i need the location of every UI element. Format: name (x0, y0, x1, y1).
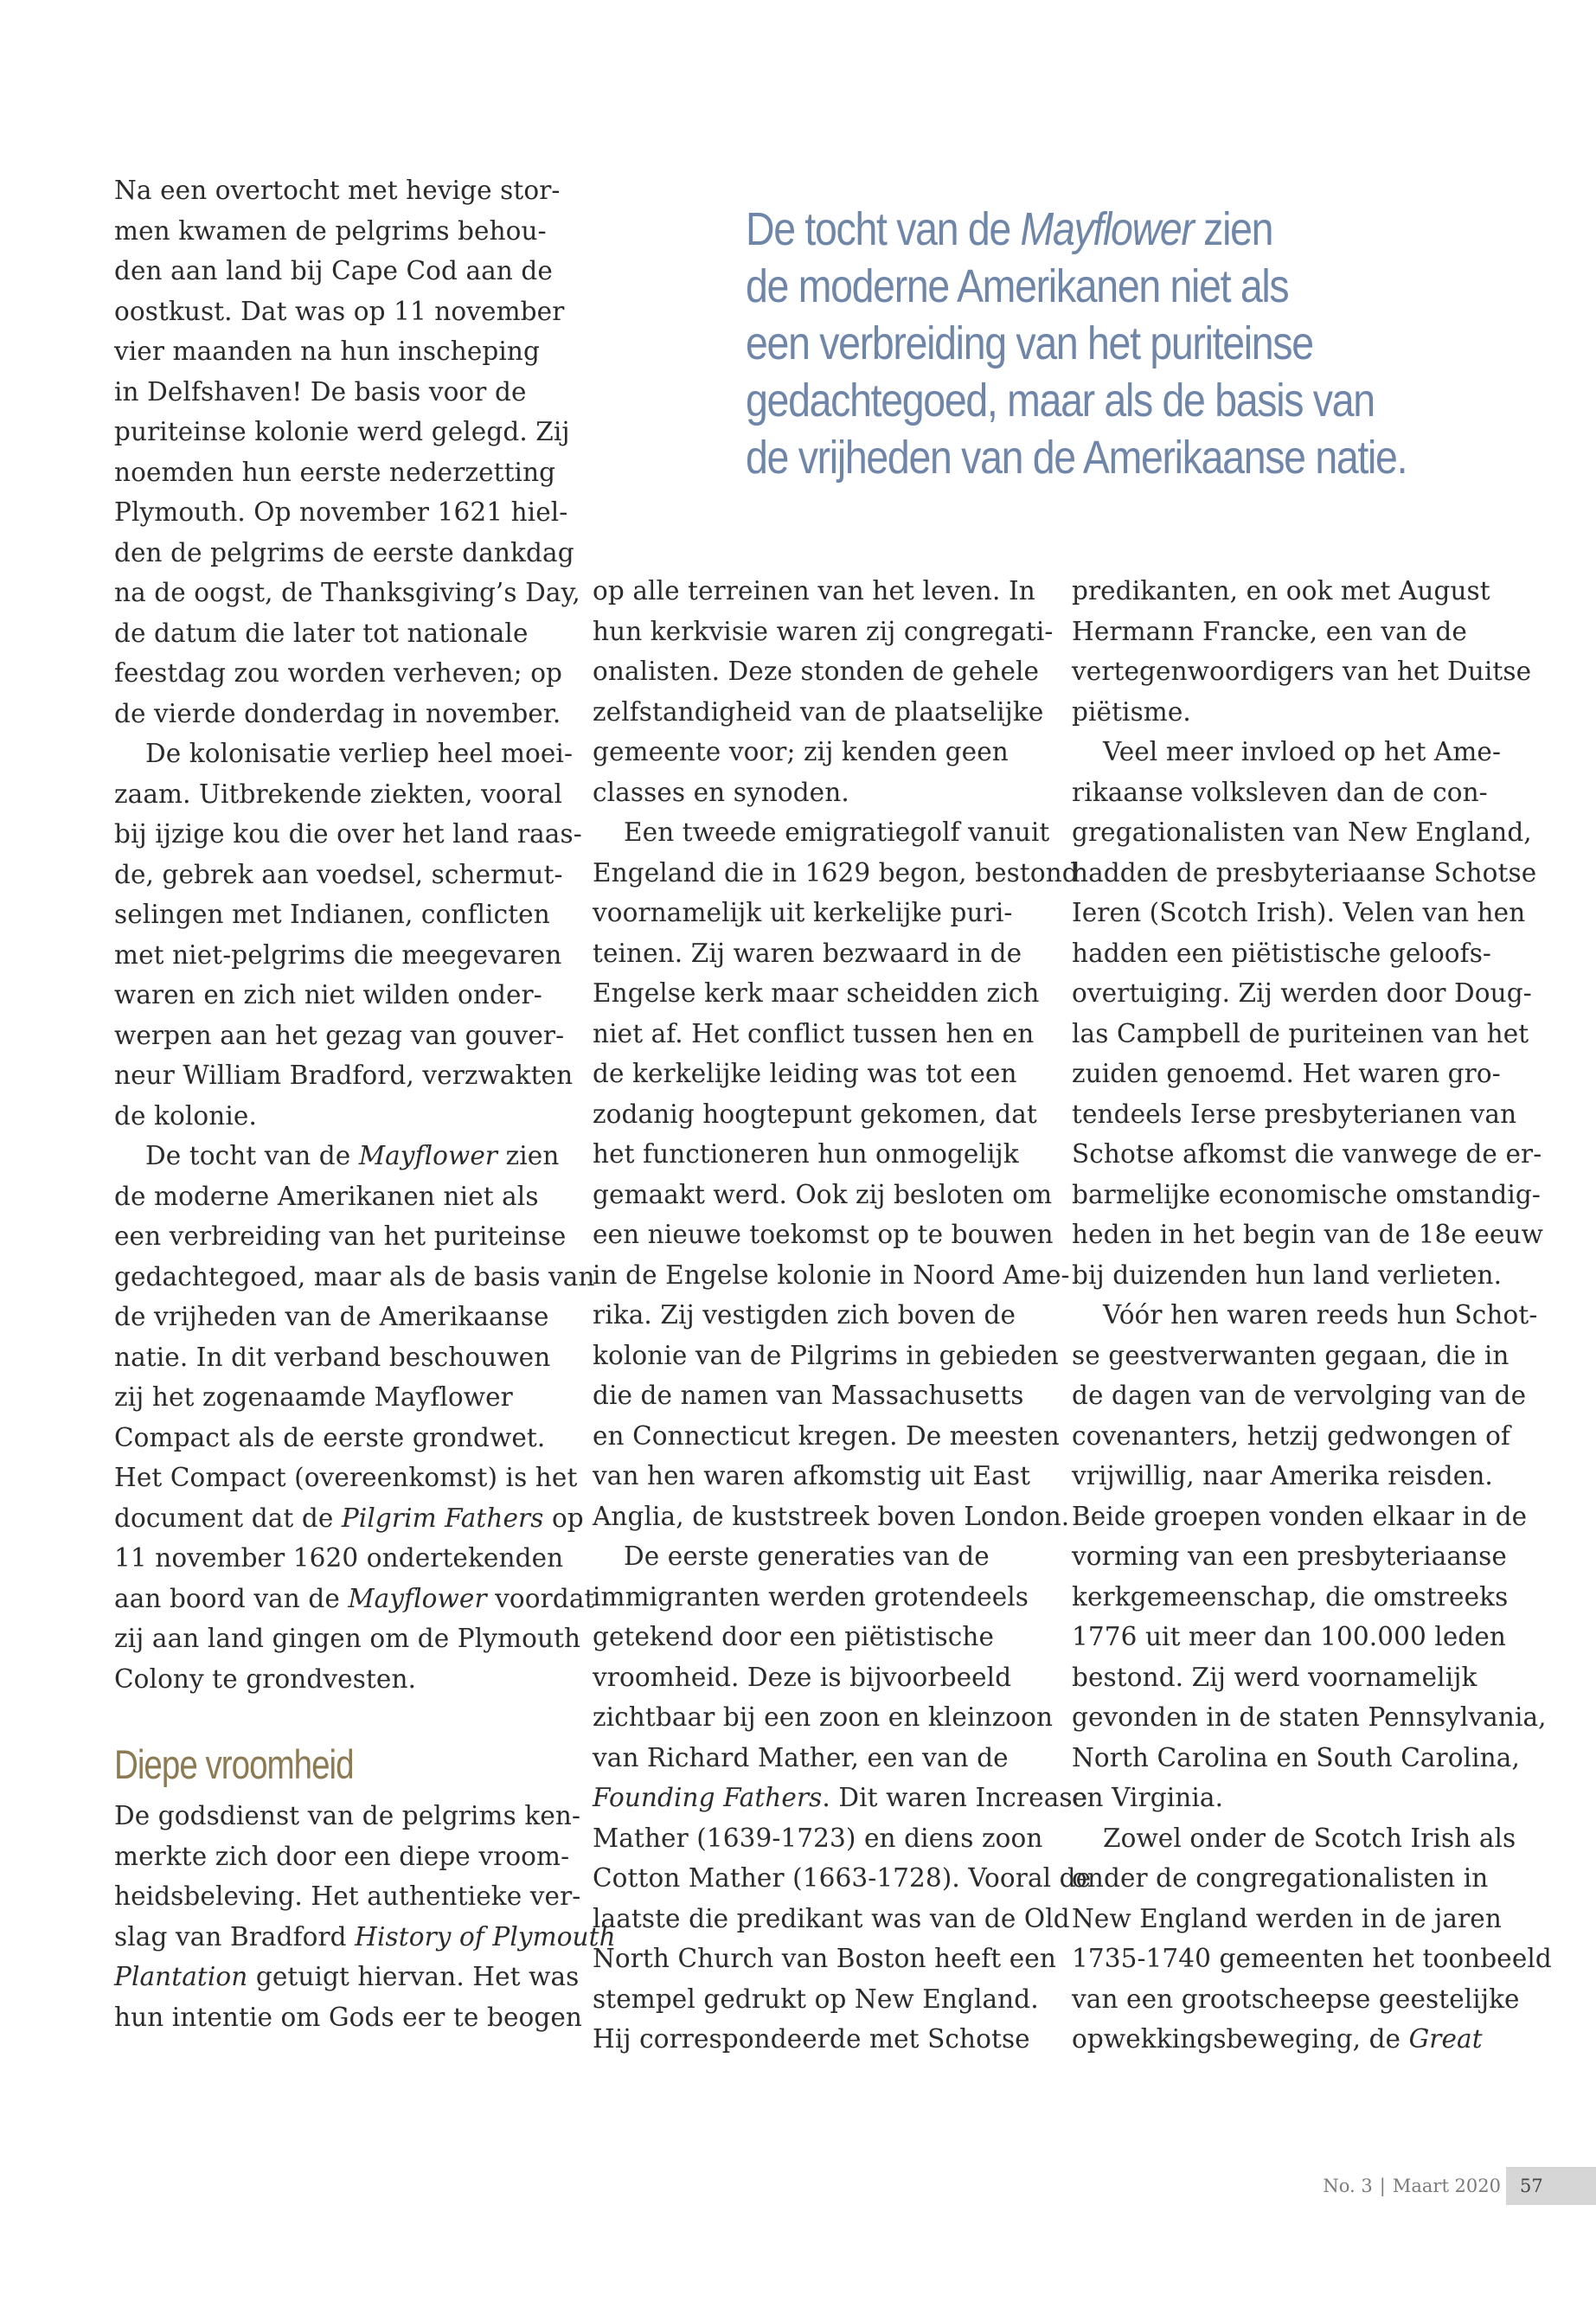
text-line: waren en zich niet wilden onder- (114, 980, 542, 1009)
text-line: hadden een piëtistische geloofs- (1072, 938, 1491, 968)
italic-text: History of Plymouth (355, 1921, 616, 1952)
issue-date: Maart 2020 (1392, 2176, 1501, 2196)
text-line: vrijwillig, naar Amerika reisden. (1072, 1461, 1493, 1490)
text-line: Engeland die in 1629 begon, bestond (593, 857, 1079, 888)
text-segment: op (543, 1503, 584, 1533)
text-line: las Campbell de puriteinen van het (1072, 1018, 1529, 1048)
paragraph (1072, 571, 1532, 732)
text-line: heden in het begin van de 18e eeuw (1072, 1220, 1544, 1249)
text-line: Compact als de eerste grondwet. (114, 1422, 546, 1452)
text-line: zelfstandigheid van de plaatselijke (593, 696, 1044, 727)
text-line: de, gebrek aan voedsel, schermut- (114, 859, 563, 889)
text-line: 1735-1740 gemeenten het toonbeeld (1072, 1944, 1552, 1973)
text-segment: document dat de (114, 1503, 342, 1533)
text-line: bestond. Zij werd voornamelijk (1072, 1662, 1477, 1692)
text-line: een nieuwe toekomst op te bouwen (593, 1220, 1054, 1249)
text-line: laatste die predikant was van de Old (593, 1903, 1070, 1933)
text-line: rika. Zij vestigden zich boven de (593, 1300, 1016, 1330)
text-line (114, 1498, 584, 1539)
text-line: en Connecticut kregen. De meesten (593, 1420, 1060, 1451)
text-line: puriteinse kolonie werd gelegd. Zij (114, 417, 570, 446)
text-line: de moderne Amerikanen niet als (114, 1181, 539, 1211)
italic-text: Plantation (114, 1962, 248, 1991)
text-line: New England werden in de jaren (1072, 1903, 1502, 1933)
text-line: bij ijzige kou die over het land raas- (114, 819, 582, 849)
text-line: kolonie van de Pilgrims in gebieden (593, 1340, 1059, 1370)
text-line: predikanten, en ook met August (1072, 576, 1490, 606)
text-line: Een tweede emigratiegolf vanuit (624, 817, 1050, 847)
text-line: een verbreiding van het puriteinse (746, 317, 1313, 369)
text-line: men kwamen de pelgrims behou- (114, 215, 547, 246)
text-line: tendeels Ierse presbyterianen van (1072, 1099, 1517, 1129)
text-line: vorming van een presbyteriaanse (1072, 1541, 1507, 1571)
text-line: de kolonie. (114, 1100, 257, 1131)
text-line: de vrijheden van de Amerikaanse natie. (746, 432, 1407, 484)
page-number: 57 (1506, 2167, 1596, 2205)
text-line: de kerkelijke leiding was tot een (593, 1059, 1017, 1088)
text-line: Schotse afkomst die vanwege de er- (1072, 1139, 1542, 1169)
text-line: 11 november 1620 ondertekenden (114, 1543, 564, 1573)
text-line: barmelijke economische omstandig- (1072, 1179, 1541, 1209)
text-line: zichtbaar bij een zoon en kleinzoon (593, 1702, 1054, 1732)
issue-number: No. 3 (1323, 2176, 1373, 2196)
text-line: en Virginia. (1072, 1783, 1224, 1812)
text-line (114, 1136, 564, 1176)
section-heading: Diepe vroomheid (114, 1741, 354, 1787)
text-line: den de pelgrims de eerste dankdag (114, 537, 574, 567)
paragraph (114, 734, 582, 1136)
text-line (114, 1917, 616, 1958)
issue-info (1323, 2167, 1501, 2205)
text-line: voornamelijk uit kerkelijke puri- (593, 898, 1013, 927)
text-line (1072, 2019, 1522, 2060)
paragraph (114, 1136, 595, 1699)
italic-text: Mayflower (358, 1141, 498, 1170)
text-line: stempel gedrukt op New England. (593, 1984, 1039, 2014)
text-line: Zowel onder de Scotch Irish als (1103, 1823, 1516, 1853)
text-line: vier maanden na hun inscheping (114, 336, 540, 366)
text-line: North Carolina en South Carolina, (1072, 1742, 1520, 1772)
text-line: Plymouth. Op november 1621 hiel- (114, 497, 568, 527)
text-line: met niet-pelgrims die meegevaren (114, 939, 562, 970)
text-segment: De tocht van de (145, 1141, 359, 1170)
pull-quote (746, 201, 1415, 486)
text-line: Het Compact (overeenkomst) is het (114, 1463, 578, 1492)
text-line: zuiden genoemd. Het waren gro- (1072, 1059, 1501, 1088)
text-line: Cotton Mather (1663-1728). Vooral de (593, 1863, 1092, 1893)
italic-text: Pilgrim Fathers (341, 1503, 544, 1533)
text-line: heidsbeleving. Het authentieke ver- (114, 1881, 581, 1911)
text-line: merkte zich door een diepe vroom- (114, 1841, 570, 1871)
text-line: North Church van Boston heeft een (593, 1944, 1056, 1973)
paragraph (114, 1796, 616, 2037)
text-line: se geestverwanten gegaan, die in (1072, 1340, 1509, 1370)
text-line: den aan land bij Cape Cod aan de (114, 256, 553, 285)
text-line: zodanig hoogtepunt gekomen, dat (593, 1099, 1037, 1129)
text-line: neur William Bradford, verzwakten (114, 1061, 574, 1090)
text-line: overtuiging. Zij werden door Doug- (1072, 978, 1532, 1008)
text-column-3 (1072, 571, 1552, 2060)
text-line: gevonden in de staten Pennsylvania, (1072, 1702, 1547, 1732)
text-line: gemeente voor; zij kenden geen (593, 737, 1009, 766)
text-line: Hij correspondeerde met Schotse (593, 2024, 1030, 2054)
text-segment: zien (497, 1141, 560, 1170)
italic-text: Mayflower (1020, 203, 1194, 255)
text-line: oostkust. Dat was op 11 november (114, 296, 565, 326)
text-line: Anglia, de kuststreek boven London. (593, 1501, 1070, 1531)
text-line: 1776 uit meer dan 100.000 leden (1072, 1622, 1507, 1651)
text-line: zaam. Uitbrekende ziekten, vooral (114, 779, 563, 809)
paragraph (593, 812, 1079, 1536)
text-line: immigranten werden grotendeels (593, 1581, 1029, 1612)
text-column-1 (114, 170, 616, 2037)
text-line: hadden de presbyteriaanse Schotse (1072, 857, 1537, 888)
text-line: werpen aan het gezag van gouver- (114, 1020, 565, 1050)
text-line: noemden hun eerste nederzetting (114, 457, 556, 487)
text-line: de dagen van de vervolging van de (1072, 1381, 1527, 1410)
text-line: Ieren (Scotch Irish). Velen van hen (1072, 898, 1526, 927)
text-line: in de Engelse kolonie in Noord Ame- (593, 1259, 1070, 1290)
text-line: de moderne Amerikanen niet als (746, 260, 1289, 312)
text-line: feestdag zou worden verheven; op (114, 658, 563, 688)
text-column-2 (593, 571, 1092, 2060)
text-line: die de namen van Massachusetts (593, 1381, 1024, 1410)
text-line (114, 1957, 580, 1997)
text-segment: De tocht van de (746, 203, 1021, 255)
text-line: zij aan land gingen om de Plymouth (114, 1624, 581, 1653)
text-line: Engelse kerk maar scheidden zich (593, 978, 1040, 1008)
text-line: bij duizenden hun land verlieten. (1072, 1259, 1503, 1290)
text-line (114, 1579, 595, 1619)
page-footer (0, 2167, 1596, 2205)
text-line: De kolonisatie verliep heel moei- (145, 739, 574, 768)
text-line: de datum die later tot nationale (114, 618, 529, 648)
text-segment: aan boord van de (114, 1583, 349, 1613)
text-line: piëtisme. (1072, 696, 1191, 727)
text-segment: voordat (486, 1583, 595, 1613)
text-line: van hen waren afkomstig uit East (593, 1461, 1031, 1490)
paragraph (1072, 732, 1544, 1295)
text-line: hun kerkvisie waren zij congregati- (593, 616, 1054, 646)
text-line (593, 1778, 1088, 1818)
text-line: rikaanse volksleven dan de con- (1072, 777, 1488, 807)
footer-separator: | (1379, 2176, 1386, 2196)
text-line: de vierde donderdag in november. (114, 698, 561, 728)
text-segment: slag van Bradford (114, 1921, 356, 1952)
text-line: De godsdienst van de pelgrims ken- (114, 1801, 581, 1830)
text-line: op alle terreinen van het leven. In (593, 576, 1035, 606)
italic-text: Mayflower (348, 1583, 487, 1613)
italic-text: Founding Fathers (593, 1783, 823, 1812)
text-line: selingen met Indianen, conflicten (114, 900, 550, 929)
text-line: gedachtegoed, maar als de basis van (746, 375, 1375, 426)
paragraph (1072, 1818, 1552, 2060)
text-line: onder de congregationalisten in (1072, 1863, 1489, 1893)
text-line: Beide groepen vonden elkaar in de (1072, 1501, 1528, 1531)
text-line: Hermann Francke, een van de (1072, 616, 1467, 646)
text-segment: getuigt hiervan. Het was (247, 1962, 580, 1991)
text-line: gregationalisten van New England, (1072, 817, 1532, 847)
italic-text: Great (1408, 2024, 1483, 2054)
text-line: vroomheid. Deze is bijvoorbeeld (593, 1662, 1012, 1692)
text-line: natie. In dit verband beschouwen (114, 1342, 551, 1372)
text-line: zij het zogenaamde Mayflower (114, 1382, 513, 1412)
text-line: onalisten. Deze stonden de gehele (593, 657, 1040, 686)
text-segment: . Dit waren Increase (822, 1783, 1088, 1812)
text-line: in Delfshaven! De basis voor de (114, 376, 527, 407)
text-line (746, 201, 1415, 258)
text-line: getekend door een piëtistische (593, 1622, 995, 1651)
text-line: Veel meer invloed op het Ame- (1103, 737, 1502, 766)
text-line: na de oogst, de Thanksgiving’s Day, (114, 578, 580, 607)
text-line: gemaakt werd. Ook zij besloten om (593, 1179, 1053, 1209)
text-line: niet af. Het conflict tussen hen en (593, 1018, 1035, 1048)
paragraph (1072, 1295, 1547, 1818)
text-line: de vrijheden van de Amerikaanse (114, 1302, 549, 1331)
text-line: covenanters, hetzij gedwongen of (1072, 1420, 1510, 1451)
text-line: Colony te grondvesten. (114, 1663, 417, 1694)
text-line: vertegenwoordigers van het Duitse (1072, 657, 1532, 686)
paragraph (593, 571, 1054, 812)
text-line: een verbreiding van het puriteinse (114, 1221, 567, 1251)
paragraph (114, 170, 580, 734)
text-line: Na een overtocht met hevige stor- (114, 176, 561, 205)
paragraph (593, 1536, 1092, 2060)
text-line: hun intentie om Gods eer te beogen (114, 2002, 583, 2032)
text-line: het functioneren hun onmogelijk (593, 1139, 1019, 1169)
text-line: kerkgemeenschap, die omstreeks (1072, 1581, 1509, 1612)
text-line: gedachtegoed, maar als de basis van (114, 1261, 595, 1292)
text-line: van Richard Mather, een van de (593, 1742, 1009, 1772)
text-segment: opwekkingsbeweging, de (1072, 2024, 1409, 2054)
text-line: Vóór hen waren reeds hun Schot- (1103, 1300, 1538, 1330)
text-line: De eerste generaties van de (624, 1541, 990, 1571)
text-line: Mather (1639-1723) en diens zoon (593, 1823, 1043, 1853)
text-line: van een grootscheepse geestelijke (1072, 1984, 1520, 2014)
text-line: teinen. Zij waren bezwaard in de (593, 938, 1022, 968)
text-segment: zien (1193, 203, 1273, 255)
text-line: classes en synoden. (593, 777, 849, 807)
